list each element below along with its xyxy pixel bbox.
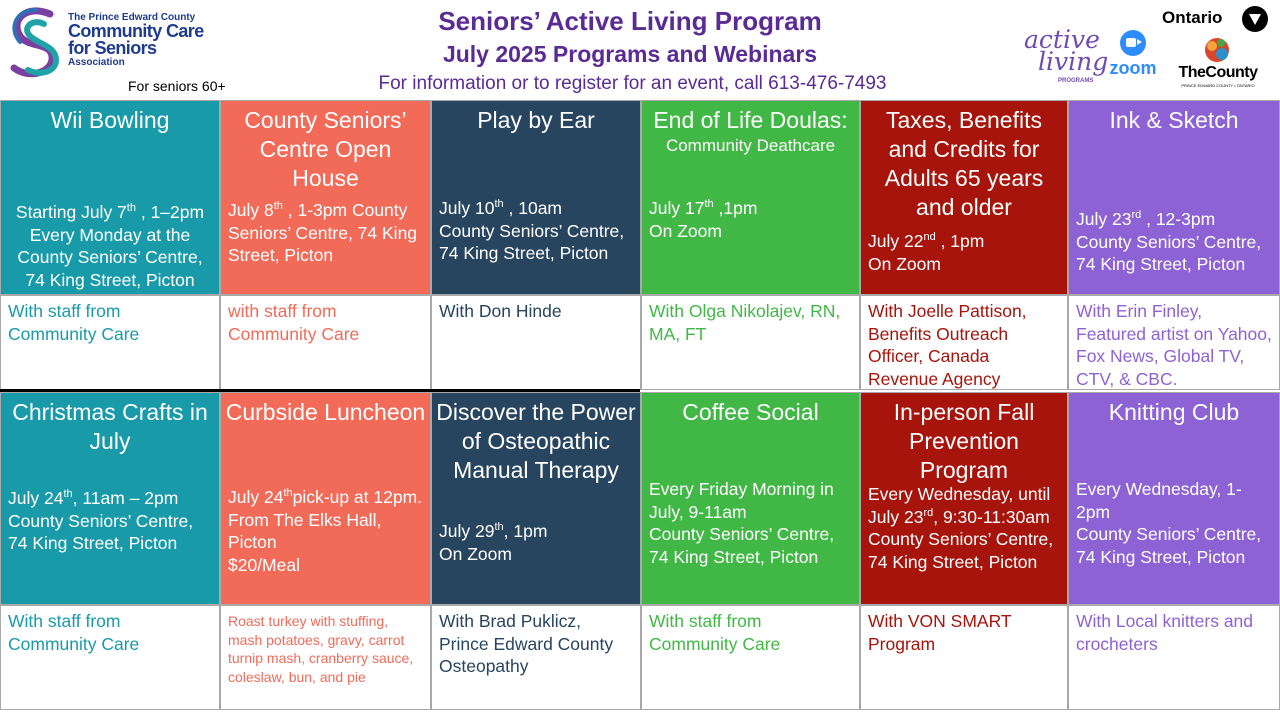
org-name-line2: Community Care [68,21,204,41]
active-living-word3: PROGRAMS [1058,78,1094,84]
event-note: With Don Hinde [431,295,641,390]
event-note: With Olga Nikolajev, RN, MA, FT [641,295,860,390]
event-title: Coffee Social [682,399,819,425]
event-ink-and-sketch[interactable] [1068,100,1280,295]
event-details: July 22nd , 1pm On Zoom [868,231,985,274]
event-details: Starting July 7th , 1–2pm Every Monday at the County Seniors’ Centre, 74 King Street, Picton [15,202,205,290]
community-care-swirl-icon [6,6,68,82]
event-title: Ink & Sketch [1109,107,1239,133]
event-details: Every Friday Morning in July, 9-11am County Seniors’ Centre, 74 King Street, Picton [649,479,835,567]
event-note: With staff from Community Care [0,295,220,390]
the-county-tagline: PRINCE EDWARD COUNTY • ONTARIO [1181,83,1255,88]
event-title: Taxes, Benefits and Credits for Adults 65 years and older [884,107,1044,220]
event-note: With Local knitters and crocheters [1068,605,1280,710]
event-title: County Seniors’ Centre Open House [244,107,407,191]
event-details: July 8th , 1-3pm County Seniors’ Centre, 74 King Street, Picton [228,200,418,266]
event-title: Christmas Crafts in July [12,399,208,454]
active-living-word2: living [1038,47,1109,76]
event-details: Every Wednesday, until July 23rd, 9:30-11:30am County Seniors’ Centre, 74 King Street, Picton [868,484,1054,572]
row-divider [0,389,640,392]
active-living-logo[interactable] [1022,24,1109,94]
event-curbside-luncheon[interactable] [220,392,431,605]
info-line: For information or to register for an event, call 613-476-7493 [378,73,887,94]
org-name-line1: The Prince Edward County [68,12,196,23]
event-note: With staff from Community Care [641,605,860,710]
event-note: With staff from Community Care [0,605,220,710]
event-details: July 29th, 1pm On Zoom [439,521,548,564]
event-details: Every Wednesday, 1-2pm County Seniors’ Centre, 74 King Street, Picton [1076,479,1262,567]
event-details: July 24thpick-up at 12pm. From The Elks Hall, Picton $20/Meal [228,487,423,575]
community-care-logo[interactable] [6,6,221,86]
zoom-wordmark: zoom [1109,58,1157,78]
event-knitting-club[interactable] [1068,392,1280,605]
event-taxes-benefits[interactable] [860,100,1068,295]
the-county-logo[interactable] [1168,34,1270,92]
org-name [68,23,204,57]
event-open-house[interactable] [220,100,431,295]
header [0,0,1280,100]
for-seniors-label: For seniors 60+ [128,78,226,94]
the-county-wordmark: TheCounty [1178,64,1258,81]
event-title: End of Life Doulas: [653,107,848,133]
active-living-word1: active [1024,25,1100,54]
event-details: July 23rd , 12-3pm County Seniors’ Centre, 74 King Street, Picton [1076,209,1262,275]
ontario-wordmark: Ontario [1162,8,1223,27]
ontario-logo[interactable] [1162,6,1272,34]
event-coffee-social[interactable] [641,392,860,605]
zoom-logo[interactable] [1104,30,1162,82]
org-name-line3: for Seniors [68,38,157,58]
event-title: Knitting Club [1108,399,1240,425]
event-note: With Brad Puklicz, Prince Edward County Osteopathy [431,605,641,710]
event-note: Roast turkey with stuffing, mash potatoes, gravy, carrot turnip mash, cranberry sauce, coleslaw, bun, and pie [220,605,431,710]
event-title: Play by Ear [477,107,595,133]
program-grid [0,100,1280,710]
page-subtitle: July 2025 Programs and Webinars [442,41,818,67]
event-note: with staff from Community Care [220,295,431,390]
zoom-camera-icon [1120,30,1146,56]
event-fall-prevention[interactable] [860,392,1068,605]
event-title: Discover the Power of Osteopathic Manual Therapy [436,399,636,483]
event-title: Curbside Luncheon [225,399,426,425]
event-note: With VON SMART Program [860,605,1068,710]
event-christmas-crafts[interactable] [0,392,220,605]
event-osteopathic-therapy[interactable] [431,392,641,605]
event-play-by-ear[interactable] [431,100,641,295]
event-end-of-life-doulas[interactable] [641,100,860,295]
event-details: July 24th, 11am – 2pm County Seniors’ Centre, 74 King Street, Picton [8,488,194,554]
event-note: With Joelle Pattison, Benefits Outreach Officer, Canada Revenue Agency [860,295,1068,390]
event-subtitle: Community Deathcare [665,136,836,155]
page-title: Seniors’ Active Living Program [438,6,822,36]
event-details: July 17th ,1pm On Zoom [649,198,758,241]
county-emblem-icon [1202,34,1232,64]
trillium-icon [1242,6,1268,32]
event-note: With Erin Finley, Featured artist on Yahoo, Fox News, Global TV, CTV, & CBC. [1068,295,1280,390]
event-title: Wii Bowling [50,107,170,133]
org-name-line4: Association [68,57,125,68]
event-details: July 10th , 10am County Seniors’ Centre, 74 King Street, Picton [439,198,625,264]
event-title: In-person Fall Prevention Program [893,399,1035,483]
event-wii-bowling[interactable] [0,100,220,295]
